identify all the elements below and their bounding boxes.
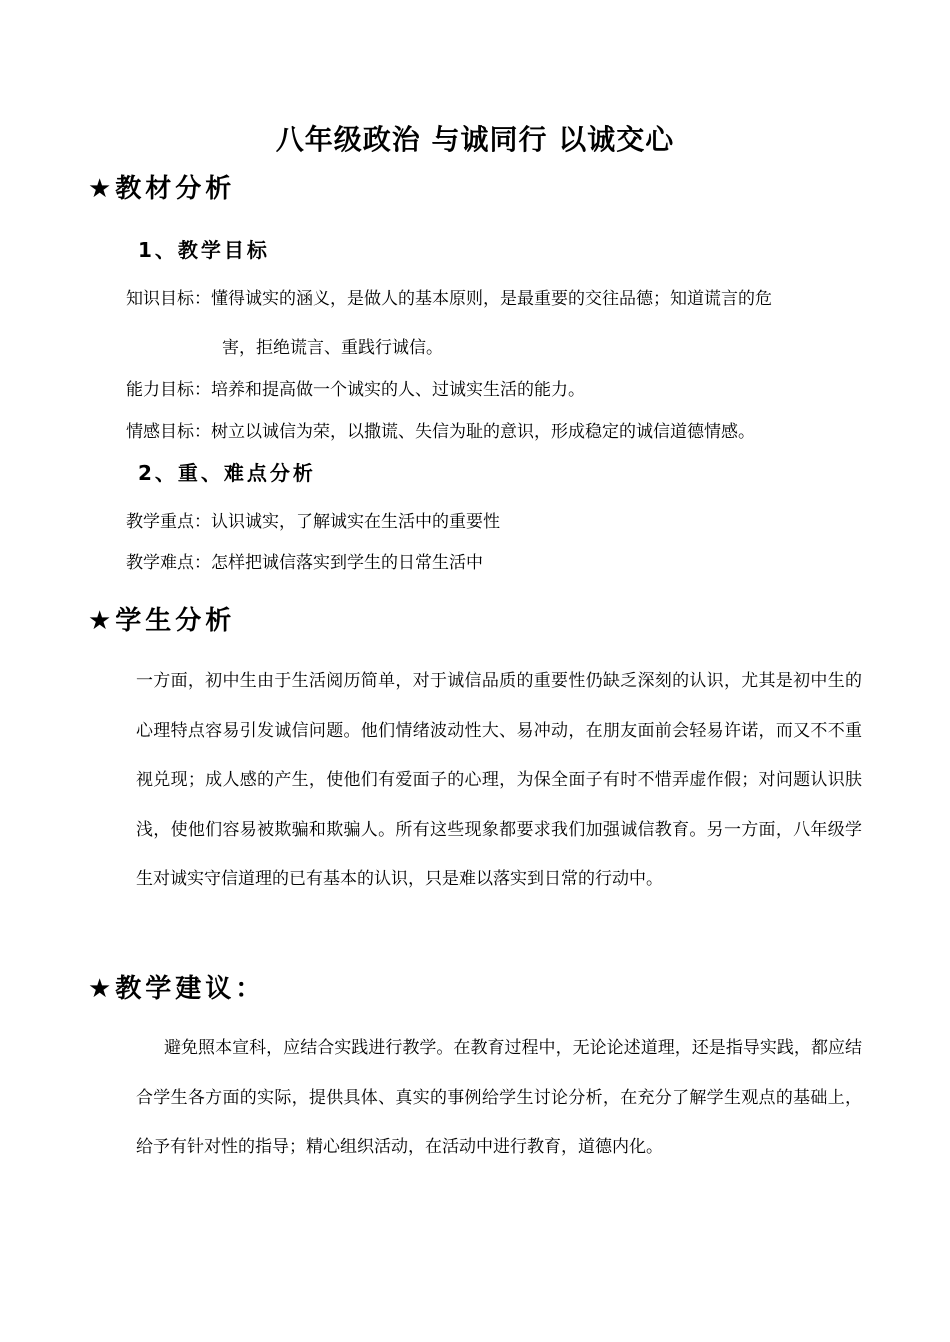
difficult-point: [126, 548, 483, 573]
emotion-goal: [126, 417, 755, 442]
emotion-goal-text: 树立以诚信为荣，以撒谎、失信为耻的意识，形成稳定的诚信道德情感。: [211, 422, 755, 442]
knowledge-goal: [126, 284, 772, 309]
knowledge-goal-continued: 害，拒绝谎言、重践行诚信。: [222, 338, 443, 358]
emotion-goal-label: 情感目标：: [126, 422, 211, 442]
ability-goal: [126, 375, 585, 400]
knowledge-goal-text: 懂得诚实的涵义，是做人的基本原则，是最重要的交往品德；知道谎言的危: [211, 289, 772, 309]
difficult-point-label: 教学难点：: [126, 553, 211, 573]
knowledge-goal-label: 知识目标：: [126, 289, 211, 309]
section-heading-textbook-analysis: ★教材分析: [88, 174, 236, 204]
key-point-label: 教学重点：: [126, 512, 211, 532]
key-point: [126, 507, 500, 532]
difficult-point-text: 怎样把诚信落实到学生的日常生活中: [211, 553, 483, 573]
subheading-key-difficult-points: 2、重、难点分析: [138, 461, 316, 485]
teaching-suggestions-paragraph: 避免照本宣科，应结合实践进行教学。在教育过程中，无论论述道理，还是指导实践，都应结合学生各方面的实际，提供具体、真实的事例给学生讨论分析，在充分了解学生观点的基础上，给予有针对性的指导；精心组织活动，在活动中进行教育，道德内化。: [136, 1038, 862, 1157]
section-heading-teaching-suggestions: ★教学建议：: [88, 974, 266, 1004]
ability-goal-label: 能力目标：: [126, 380, 211, 400]
section-heading-student-analysis: ★学生分析: [88, 606, 236, 636]
subheading-teaching-goals: 1、教学目标: [138, 238, 270, 262]
ability-goal-text: 培养和提高做一个诚实的人、过诚实生活的能力。: [211, 380, 585, 400]
student-analysis-paragraph: 一方面，初中生由于生活阅历简单，对于诚信品质的重要性仍缺乏深刻的认识，尤其是初中生的心理特点容易引发诚信问题。他们情绪波动性大、易冲动，在朋友面前会轻易许诺，而又不不重视兑现；成人感的产生，使他们有爱面子的心理，为保全面子有时不惜弄虚作假；对问题认识肤浅，使他们容易被欺骗和欺骗人。所有这些现象都要求我们加强诚信教育。另一方面，八年级学生对诚实守信道理的已有基本的认识，只是难以落实到日常的行动中。: [136, 671, 862, 889]
key-point-text: 认识诚实，了解诚实在生活中的重要性: [211, 512, 500, 532]
page-title: 八年级政治 与诚同行 以诚交心: [275, 123, 675, 156]
